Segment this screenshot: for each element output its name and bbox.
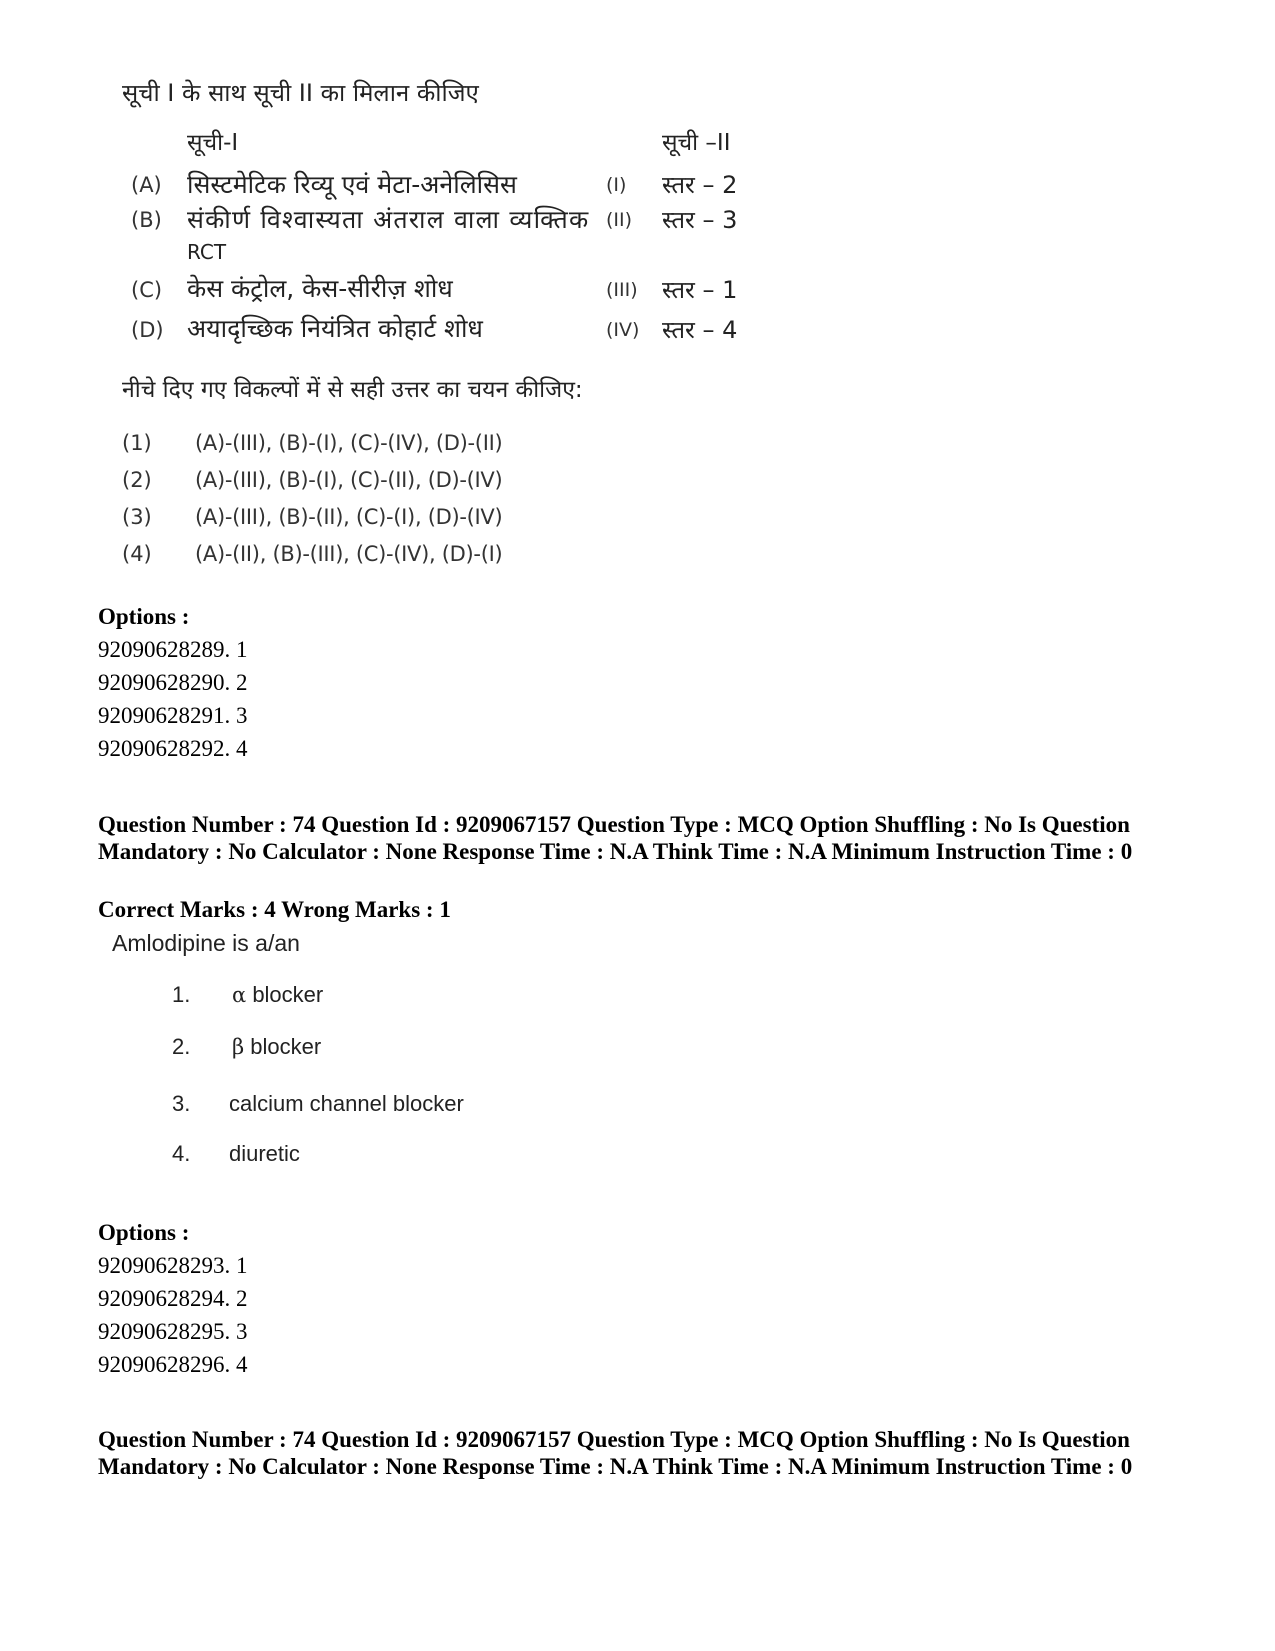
options-heading: Options : bbox=[98, 604, 190, 629]
row-label-c: (C) bbox=[131, 278, 163, 302]
option-id: 92090628293. 1 bbox=[98, 1253, 248, 1278]
answer-instruction: नीचे दिए गए विकल्पों में से सही उत्तर का चयन कीजिए: bbox=[122, 377, 583, 403]
option-id: 92090628294. 2 bbox=[98, 1286, 248, 1311]
alpha-symbol: α bbox=[232, 983, 247, 1007]
choice-text: (A)-(III), (B)-(I), (C)-(II), (D)-(IV) bbox=[195, 468, 503, 492]
item-text: diuretic bbox=[229, 1141, 300, 1166]
row-level-i: स्तर – 2 bbox=[662, 171, 738, 199]
item-text bbox=[232, 1034, 321, 1060]
row-level-iv: स्तर – 4 bbox=[662, 316, 738, 344]
option-id: 92090628290. 2 bbox=[98, 670, 248, 695]
row-num-ii: (II) bbox=[606, 209, 633, 231]
question-2-prompt: Amlodipine is a/an bbox=[112, 930, 300, 956]
choice-text: (A)-(III), (B)-(II), (C)-(I), (D)-(IV) bbox=[195, 505, 503, 529]
item-number: 4. bbox=[172, 1141, 191, 1166]
item-number: 2. bbox=[172, 1034, 191, 1059]
item-text bbox=[232, 982, 323, 1008]
option-id: 92090628292. 4 bbox=[98, 736, 248, 761]
list-1-header: सूची-I bbox=[187, 130, 239, 156]
question-meta: Question Number : 74 Question Id : 9209067157 Question Type : MCQ Option Shuffling : No Is Question Mandatory : No Calculator : None Response Time : N.A Think Time : N.A Minimum Instruction Time : 0 bbox=[98, 812, 1133, 864]
row-level-iii: स्तर – 1 bbox=[662, 276, 738, 304]
item-label: blocker bbox=[252, 982, 324, 1007]
row-text-b-continued: RCT bbox=[187, 240, 227, 264]
option-id: 92090628295. 3 bbox=[98, 1319, 248, 1344]
option-id: 92090628296. 4 bbox=[98, 1352, 248, 1377]
row-num-iii: (III) bbox=[606, 279, 638, 301]
option-id: 92090628291. 3 bbox=[98, 703, 248, 728]
choice-text: (A)-(III), (B)-(I), (C)-(IV), (D)-(II) bbox=[195, 431, 503, 455]
item-label: blocker bbox=[250, 1034, 322, 1059]
question-meta: Question Number : 74 Question Id : 9209067157 Question Type : MCQ Option Shuffling : No Is Question Mandatory : No Calculator : None Response Time : N.A Think Time : N.A Minimum Instruction Time : 0 bbox=[98, 1427, 1133, 1479]
row-num-i: (I) bbox=[606, 174, 627, 196]
item-number: 1. bbox=[172, 982, 191, 1007]
beta-symbol: β bbox=[232, 1035, 245, 1059]
choice-text: (A)-(II), (B)-(III), (C)-(IV), (D)-(I) bbox=[195, 542, 503, 566]
question-1-heading: सूची I के साथ सूची II का मिलान कीजिए bbox=[122, 79, 479, 107]
row-label-d: (D) bbox=[131, 318, 164, 342]
item-number: 3. bbox=[172, 1091, 191, 1116]
option-id: 92090628289. 1 bbox=[98, 637, 248, 662]
row-text-b: संकीर्ण विश्वास्यता अंतराल वाला व्यक्तिक bbox=[187, 205, 590, 234]
choice-number: (4) bbox=[122, 542, 152, 566]
row-num-iv: (IV) bbox=[606, 319, 640, 341]
row-label-b: (B) bbox=[131, 208, 162, 232]
options-heading: Options : bbox=[98, 1220, 190, 1245]
list-2-header: सूची –II bbox=[662, 130, 731, 156]
marks-info: Correct Marks : 4 Wrong Marks : 1 bbox=[98, 897, 451, 922]
choice-number: (3) bbox=[122, 505, 152, 529]
row-text-d: अयादृच्छिक नियंत्रित कोहार्ट शोध bbox=[187, 314, 483, 343]
row-text-c: केस कंट्रोल, केस-सीरीज़ शोध bbox=[187, 274, 453, 303]
choice-number: (1) bbox=[122, 431, 152, 455]
choice-number: (2) bbox=[122, 468, 152, 492]
row-text-a: सिस्टमेटिक रिव्यू एवं मेटा-अनेलिसिस bbox=[187, 170, 517, 199]
row-label-a: (A) bbox=[131, 173, 162, 197]
item-text: calcium channel blocker bbox=[229, 1091, 464, 1116]
row-level-ii: स्तर – 3 bbox=[662, 206, 738, 234]
